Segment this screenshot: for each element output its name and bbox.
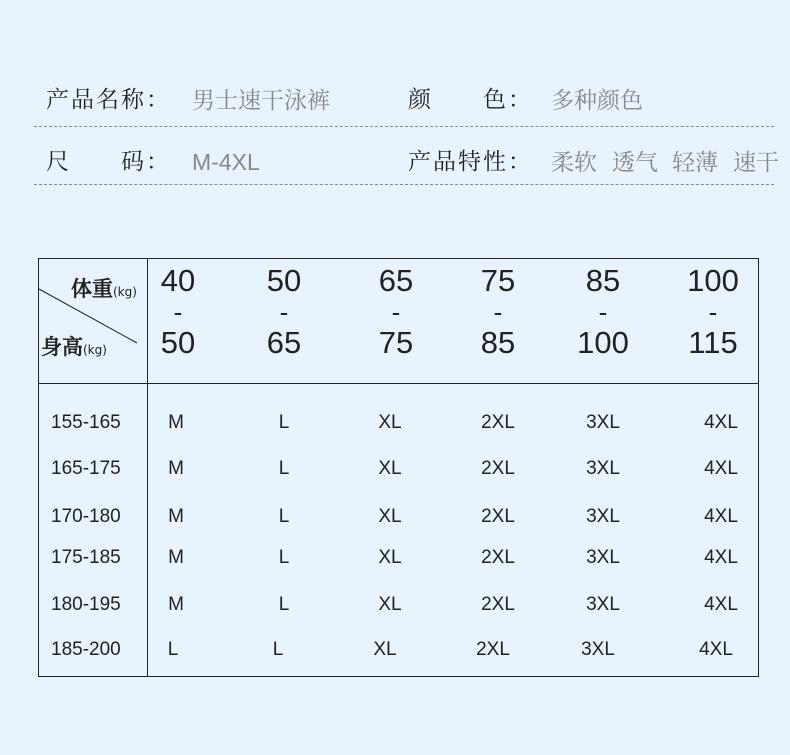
size-cell: 4XL	[704, 506, 738, 527]
product-name-label: 产品名称：	[46, 87, 171, 113]
weight-from: 100	[687, 263, 739, 298]
size-cell: XL	[378, 458, 402, 479]
size-cell: M	[168, 412, 184, 433]
weight-dash: -	[279, 297, 289, 327]
height-header	[41, 331, 107, 361]
height-range: 165-175	[51, 458, 121, 479]
color-label: 颜 色：	[408, 87, 533, 113]
info-row-name-color	[0, 80, 790, 120]
height-range: 185-200	[51, 639, 121, 660]
size-cell: 3XL	[586, 594, 620, 615]
weight-dash: -	[598, 297, 608, 327]
size-cell: L	[278, 412, 290, 433]
size-cell: 4XL	[704, 547, 738, 568]
size-cell: 4XL	[704, 458, 738, 479]
weight-from: 85	[585, 263, 621, 298]
size-cell: XL	[378, 594, 402, 615]
size-cell: L	[272, 639, 284, 660]
weight-dash: -	[708, 297, 718, 327]
weight-dash: -	[173, 297, 183, 327]
size-cell: L	[278, 594, 290, 615]
size-cell: XL	[378, 412, 402, 433]
feature-breathable: 透气	[612, 149, 658, 175]
feature-label: 产品特性：	[408, 149, 533, 175]
weight-range	[673, 265, 753, 359]
feature-light: 轻薄	[672, 149, 718, 175]
weight-to: 75	[378, 325, 414, 360]
size-cell: 2XL	[481, 458, 515, 479]
table-row	[39, 590, 758, 620]
size-cell: 3XL	[586, 547, 620, 568]
size-cell: XL	[378, 547, 402, 568]
weight-to: 85	[480, 325, 516, 360]
weight-from: 75	[480, 263, 516, 298]
weight-range	[356, 265, 436, 359]
weight-to: 115	[688, 325, 738, 360]
weight-from: 65	[378, 263, 414, 298]
size-label: 尺 码：	[46, 149, 171, 175]
weight-range	[244, 265, 324, 359]
size-cell: 3XL	[581, 639, 615, 660]
height-range: 170-180	[51, 506, 121, 527]
weight-range	[458, 265, 538, 359]
weight-from: 40	[160, 263, 196, 298]
info-row-size-features	[0, 142, 790, 182]
size-cell: 3XL	[586, 458, 620, 479]
weight-header-label: 体重	[71, 277, 113, 301]
size-cell: M	[168, 594, 184, 615]
size-cell: 2XL	[476, 639, 510, 660]
size-cell: L	[167, 639, 179, 660]
size-cell: 3XL	[586, 506, 620, 527]
size-cell: 2XL	[481, 506, 515, 527]
table-row	[39, 502, 758, 532]
height-unit: (kg)	[83, 343, 107, 357]
weight-unit: (kg)	[113, 285, 137, 299]
size-cell: 2XL	[481, 412, 515, 433]
table-row	[39, 635, 758, 665]
size-cell: 3XL	[586, 412, 620, 433]
size-cell: XL	[378, 506, 402, 527]
product-name-value: 男士速干泳裤	[192, 87, 330, 113]
size-cell: M	[168, 458, 184, 479]
weight-from: 50	[266, 263, 302, 298]
size-table	[38, 258, 759, 677]
weight-to: 50	[160, 325, 196, 360]
size-cell: 4XL	[699, 639, 733, 660]
weight-header	[71, 273, 137, 303]
height-range: 155-165	[51, 412, 121, 433]
size-value: M-4XL	[192, 149, 260, 175]
size-cell: L	[278, 458, 290, 479]
size-cell: M	[168, 506, 184, 527]
weight-to: 100	[577, 325, 629, 360]
weight-dash: -	[493, 297, 503, 327]
size-cell: XL	[373, 639, 397, 660]
weight-range	[563, 265, 643, 359]
size-cell: L	[278, 547, 290, 568]
feature-quick-dry: 速干	[733, 149, 779, 175]
table-row	[39, 454, 758, 484]
dashed-divider	[34, 126, 774, 127]
feature-soft: 柔软	[551, 149, 597, 175]
table-row	[39, 408, 758, 438]
size-cell: 4XL	[704, 412, 738, 433]
size-cell: 2XL	[481, 594, 515, 615]
dashed-divider	[34, 184, 774, 185]
table-row	[39, 543, 758, 573]
size-cell: 2XL	[481, 547, 515, 568]
header-divider	[39, 383, 758, 384]
size-cell: 4XL	[704, 594, 738, 615]
height-range: 175-185	[51, 547, 121, 568]
size-cell: L	[278, 506, 290, 527]
weight-to: 65	[266, 325, 302, 360]
height-header-label: 身高	[41, 335, 83, 359]
size-cell: M	[168, 547, 184, 568]
height-range: 180-195	[51, 594, 121, 615]
weight-range	[138, 265, 218, 359]
color-value: 多种颜色	[551, 87, 643, 113]
weight-dash: -	[391, 297, 401, 327]
